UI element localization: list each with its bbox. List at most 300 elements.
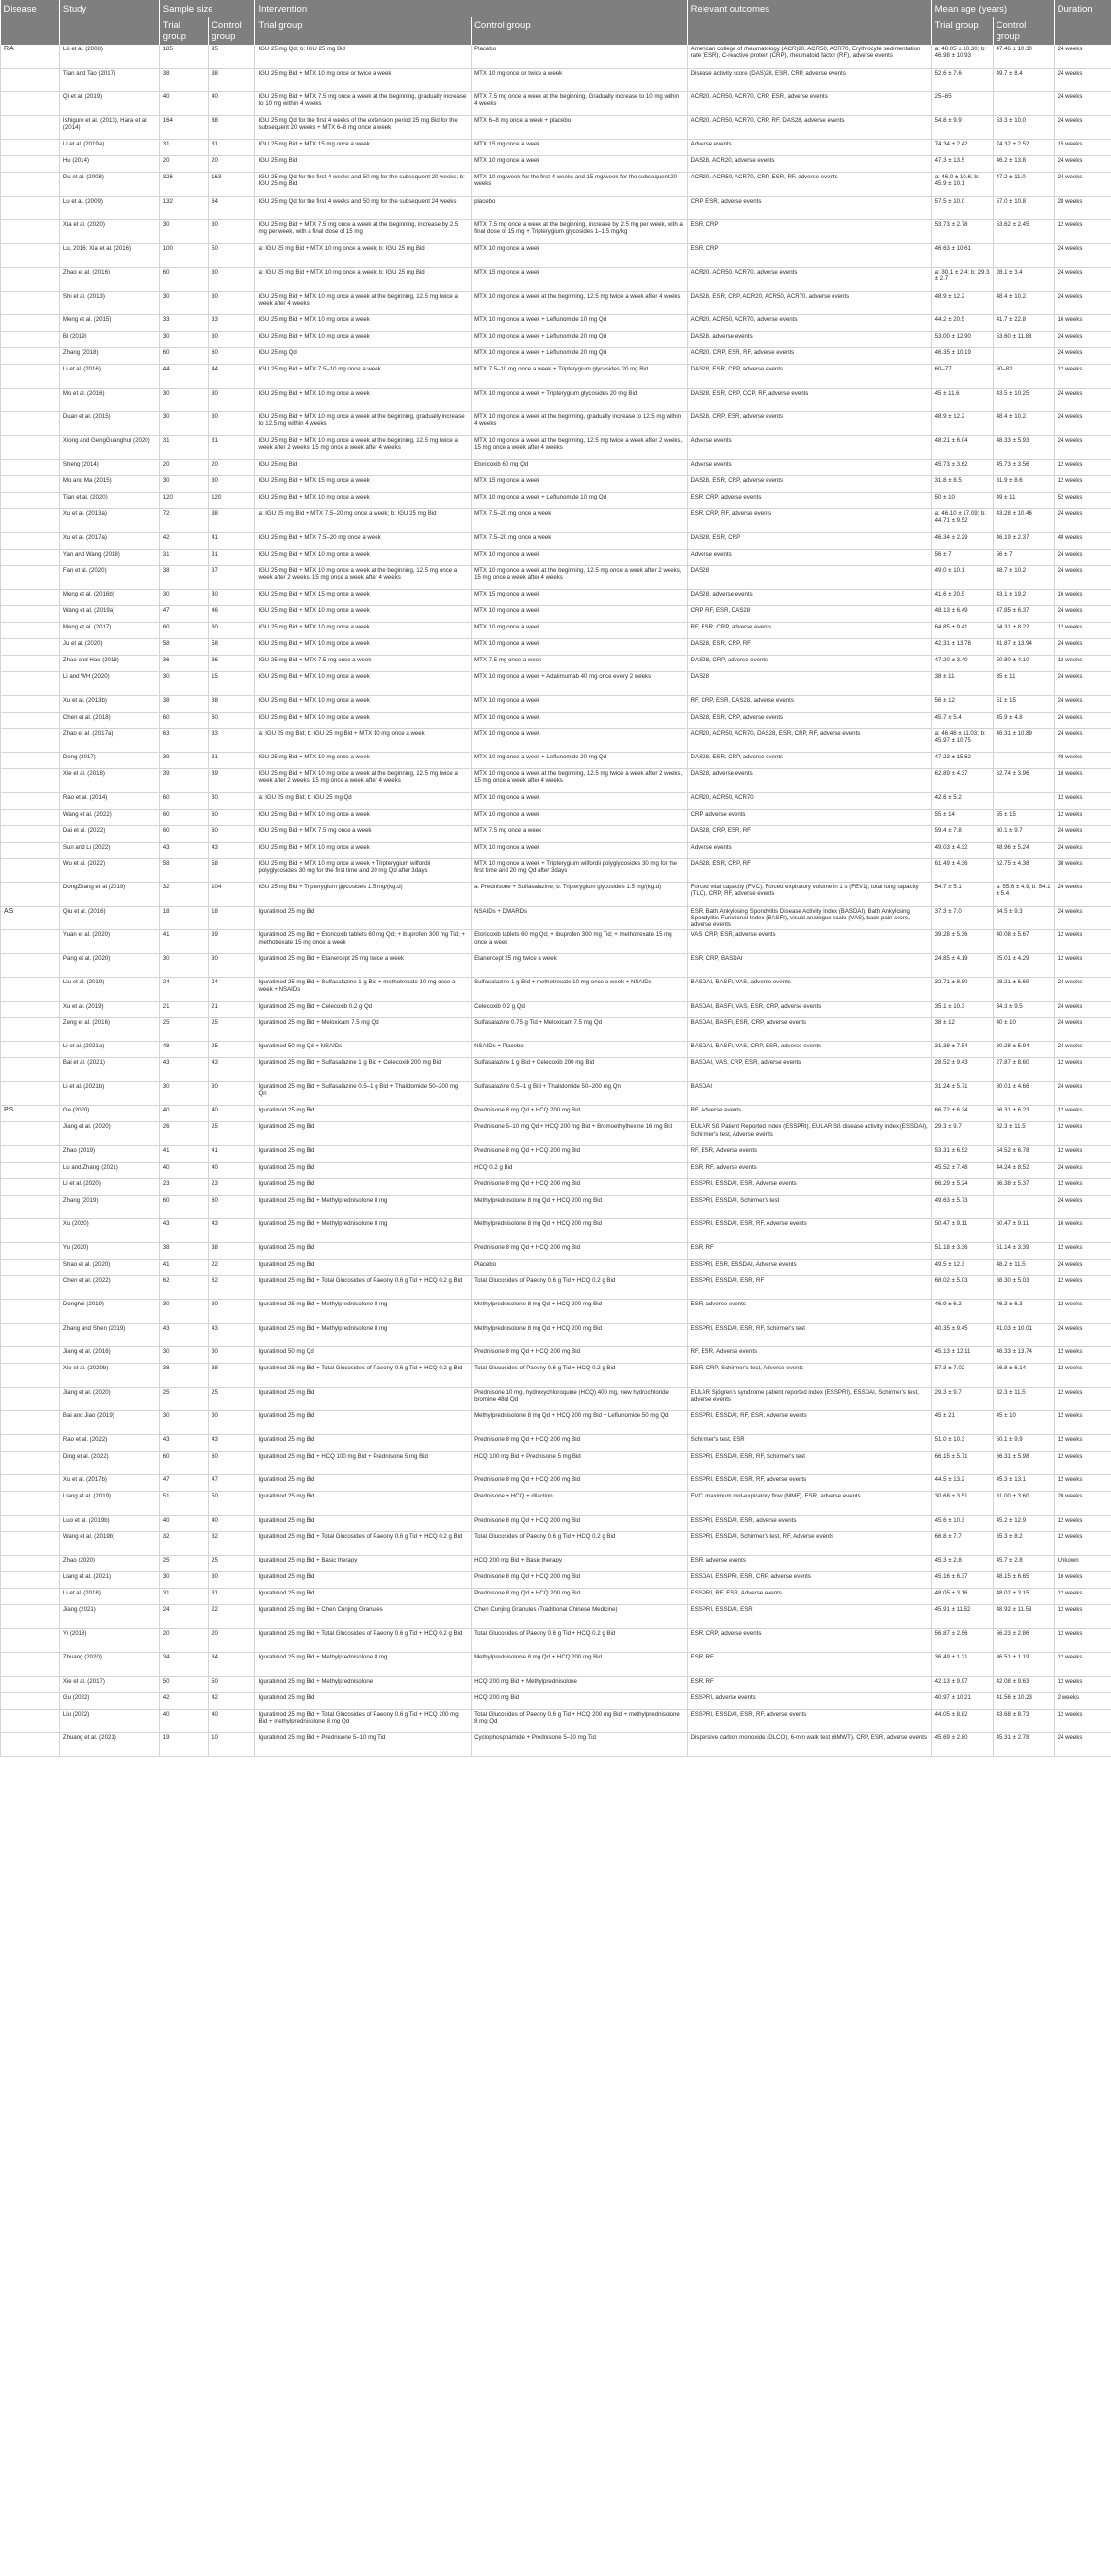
cell-study: Xu et al. (2019): [59, 1001, 159, 1017]
cell-outcomes: ESSPRI, ESSDAI, ESR, RF, Schirmer's test: [687, 1323, 931, 1347]
cell-sample-control: 104: [209, 883, 255, 907]
cell-intervention-trial: Iguratimod 25 mg Bid + Methylprednisolone 8 mg: [255, 1300, 472, 1324]
cell-age-trial: 45 ± 11.6: [931, 388, 993, 412]
cell-age-control: 54.52 ± 6.78: [993, 1145, 1054, 1162]
cell-disease: [1, 1259, 60, 1275]
cell-age-control: 30.01 ± 4.66: [993, 1081, 1054, 1106]
cell-outcomes: RF, ESR, Adverse events: [687, 1347, 931, 1364]
cell-outcomes: Schirmer's test, ESR: [687, 1434, 931, 1451]
cell-intervention-control: Prednisone 8 mg Qd + HCQ 200 mg Bid: [472, 1475, 688, 1492]
cell-sample-control: 31: [209, 549, 255, 565]
cell-outcomes: ESSPRI, ESSDAI, ESR, RF: [687, 1275, 931, 1300]
cell-intervention-trial: Iguratimod 25 mg Bid: [255, 1106, 472, 1122]
cell-intervention-control: Total Glucosides of Paeony 0.6 g Tid + HCQ 0.2 g Bid: [472, 1364, 688, 1388]
cell-intervention-trial: Iguratimod 25 mg Bid + Total Glucosides of Paeony 0.6 g Tid + HCQ 0.2 g Bid: [255, 1275, 472, 1300]
cell-intervention-control: Total Glucosides of Paeony 0.6 g Tid + HCQ 0.2 g Bid: [472, 1628, 688, 1653]
cell-intervention-trial: Iguratimod 25 mg Bid: [255, 1411, 472, 1435]
cell-duration: 12 weeks: [1054, 1106, 1111, 1122]
cell-age-trial: 45.69 ± 2.80: [931, 1733, 993, 1757]
cell-outcomes: ESR, CRP: [687, 243, 931, 268]
cell-outcomes: ESSPRI, ESSDAI, ESR, RF, Schirmer's test: [687, 1451, 931, 1475]
cell-sample-trial: 60: [159, 712, 208, 728]
cell-study: Ge (2020): [59, 1106, 159, 1122]
cell-intervention-trial: IGU 25 mg Qd; b: IGU 25 mg Bid: [255, 45, 472, 68]
cell-intervention-trial: IGU 25 mg Bid + MTX 10 mg once a week: [255, 842, 472, 858]
cell-study: Jiang et al. (2020): [59, 1387, 159, 1411]
cell-outcomes: BASDAI: [687, 1081, 931, 1106]
table-row: [1, 825, 1111, 842]
cell-study: Pang et al. (2020): [59, 953, 159, 978]
table-row: [1, 792, 1111, 809]
cell-study: Li et al. (2018): [59, 1589, 159, 1605]
cell-age-trial: 45.73 ± 3.62: [931, 460, 993, 476]
cell-intervention-control: MTX 10 mg once a week: [472, 695, 688, 712]
table-row: [1, 930, 1111, 954]
table-row: [1, 412, 1111, 436]
cell-intervention-trial: Iguratimod 25 mg Bid + Total Glucosides of Paeony 0.6 g Tid + HCQ 0.2 g Bid: [255, 1628, 472, 1653]
cell-age-control: 32.3 ± 11.5: [993, 1122, 1054, 1146]
cell-intervention-control: Placebo: [472, 45, 688, 68]
cell-disease: [1, 1492, 60, 1516]
cell-study: Lü et al. (2008): [59, 45, 159, 68]
table-row: [1, 1300, 1111, 1324]
cell-sample-trial: 32: [159, 1531, 208, 1556]
cell-study: Zhang (2019): [59, 1195, 159, 1219]
cell-intervention-control: NSAIDs + DMARDs: [472, 906, 688, 930]
cell-sample-trial: 51: [159, 1492, 208, 1516]
table-row: [1, 1492, 1111, 1516]
cell-intervention-trial: IGU 25 mg Bid + MTX 10 mg once a week: [255, 809, 472, 825]
cell-intervention-trial: IGU 25 mg Bid + MTX 10 mg once a week: [255, 493, 472, 509]
cell-age-control: [993, 348, 1054, 365]
cell-sample-control: 40: [209, 1106, 255, 1122]
cell-duration: 12 weeks: [1054, 1178, 1111, 1195]
cell-intervention-control: Total Glucosides of Paeony 0.6 g Tid + HCQ 0.2 g Bid: [472, 1275, 688, 1300]
cell-age-control: 46.2 ± 13.8: [993, 156, 1054, 173]
cell-age-trial: 51.18 ± 3.36: [931, 1242, 993, 1259]
cell-duration: 12 weeks: [1054, 792, 1111, 809]
cell-duration: 24 weeks: [1054, 565, 1111, 590]
cell-age-control: 53.3 ± 10.0: [993, 115, 1054, 140]
cell-outcomes: DAS28, ESR, CRP, adverse events: [687, 712, 931, 728]
cell-age-control: 56 ± 7: [993, 549, 1054, 565]
cell-age-control: 42.08 ± 9.63: [993, 1676, 1054, 1692]
cell-outcomes: ESSDAI, ESSPRI, ESR, CRP, adverse events: [687, 1572, 931, 1589]
cell-duration: 24 weeks: [1054, 1259, 1111, 1275]
cell-intervention-control: Prednisone 8 mg Qd + HCQ 200 mg Bid: [472, 1145, 688, 1162]
cell-duration: 48 weeks: [1054, 532, 1111, 549]
cell-intervention-trial: Iguratimod 25 mg Bid + Chen Cunjing Granules: [255, 1605, 472, 1629]
cell-intervention-control: MTX 15 mg once a week: [472, 140, 688, 156]
cell-age-trial: a: 48.05 ± 10.30; b: 46.98 ± 10.93: [931, 45, 993, 68]
cell-sample-trial: 43: [159, 1058, 208, 1082]
cell-study: Jiang et al. (2016): [59, 1347, 159, 1364]
cell-disease: [1, 1733, 60, 1757]
cell-disease: [1, 1081, 60, 1106]
cell-sample-trial: 30: [159, 332, 208, 348]
cell-age-trial: 48.9 ± 12.2: [931, 412, 993, 436]
cell-sample-control: 60: [209, 712, 255, 728]
cell-intervention-trial: IGU 25 mg Bid: [255, 460, 472, 476]
cell-intervention-trial: IGU 25 mg Bid + MTX 15 mg once a week: [255, 140, 472, 156]
cell-sample-control: 20: [209, 460, 255, 476]
cell-sample-trial: 25: [159, 1387, 208, 1411]
cell-intervention-trial: Iguratimod 25 mg Bid + Methylprednisolone 8 mg: [255, 1219, 472, 1243]
cell-intervention-trial: IGU 25 mg Bid + MTX 10 mg once a week at the beginning, 12.5 mg twice a week after 2 weeks, 15 mg once a week after 4 weeks: [255, 435, 472, 460]
cell-age-control: 66.38 ± 5.37: [993, 1178, 1054, 1195]
cell-duration: 24 weeks: [1054, 549, 1111, 565]
cell-age-control: 40 ± 10: [993, 1017, 1054, 1042]
cell-duration: 24 weeks: [1054, 1733, 1111, 1757]
table-row: [1, 656, 1111, 672]
cell-age-control: 48.02 ± 3.15: [993, 1589, 1054, 1605]
cell-sample-trial: 25: [159, 1017, 208, 1042]
cell-duration: 12 weeks: [1054, 220, 1111, 244]
cell-duration: 16 weeks: [1054, 769, 1111, 793]
cell-sample-trial: 38: [159, 565, 208, 590]
cell-intervention-trial: IGU 25 mg Bid + MTX 10 mg once a week: [255, 549, 472, 565]
cell-duration: 12 weeks: [1054, 460, 1111, 476]
cell-duration: 2 weeks: [1054, 1692, 1111, 1709]
header-intervention-trial: Trial group: [255, 17, 472, 45]
cell-age-trial: 37.3 ± 7.0: [931, 906, 993, 930]
cell-intervention-control: MTX 7.5 mg once a week at the beginning, increase by 2.5 mg per week, with a final dose of 15 mg + Tripterygium glycosides 1–1.5 mg/kg: [472, 220, 688, 244]
cell-intervention-control: HCQ 200 mg Bid + Methylprednisolone: [472, 1676, 688, 1692]
cell-age-control: 43.5 ± 10.25: [993, 388, 1054, 412]
cell-age-trial: 66.29 ± 5.24: [931, 1178, 993, 1195]
cell-age-control: 31.9 ± 8.6: [993, 476, 1054, 493]
cell-sample-trial: 30: [159, 476, 208, 493]
cell-age-control: 45.73 ± 3.56: [993, 460, 1054, 476]
cell-study: Zhao (2019): [59, 1145, 159, 1162]
cell-study: Zhao et al. (2017a): [59, 728, 159, 753]
cell-study: Sun and Li (2022): [59, 842, 159, 858]
cell-age-control: 57.0 ± 10.8: [993, 196, 1054, 220]
cell-duration: 24 weeks: [1054, 173, 1111, 197]
cell-intervention-trial: Iguratimod 25 mg Bid: [255, 1162, 472, 1178]
cell-sample-control: 25: [209, 1042, 255, 1058]
cell-intervention-control: Celecoxib 0.2 g Qd: [472, 1001, 688, 1017]
cell-intervention-trial: IGU 25 mg Bid + MTX 10 mg once a week at the beginning, 12.5 mg once a week after 2 weeks, 15 mg once a week after 4 weeks: [255, 565, 472, 590]
cell-disease: [1, 842, 60, 858]
cell-age-control: 64.31 ± 8.22: [993, 623, 1054, 639]
cell-sample-control: 60: [209, 348, 255, 365]
cell-intervention-trial: IGU 25 mg Bid + MTX 10 mg once a week: [255, 332, 472, 348]
cell-intervention-trial: IGU 25 mg Bid + MTX 10 mg once a week: [255, 672, 472, 696]
cell-duration: 24 weeks: [1054, 672, 1111, 696]
table-row: [1, 1122, 1111, 1146]
cell-intervention-control: MTX 7.5–20 mg once a week: [472, 509, 688, 533]
cell-outcomes: BASDAI, BASFI, VAS, CRP, ESR, adverse events: [687, 1042, 931, 1058]
cell-intervention-control: MTX 10 mg once a week at the beginning, 12.5 mg twice a week after 4 weeks: [472, 291, 688, 315]
cell-outcomes: ESR, CRP, RF, adverse events: [687, 509, 931, 533]
cell-study: Tian et al. (2020): [59, 493, 159, 509]
cell-intervention-control: Sulfasalazine 1 g Bid + methotrexate 10 mg once a week + NSAIDs: [472, 978, 688, 1002]
cell-sample-trial: 36: [159, 656, 208, 672]
cell-disease: [1, 388, 60, 412]
table-row: [1, 639, 1111, 656]
cell-intervention-control: placebo: [472, 196, 688, 220]
cell-outcomes: Dispersive carbon monoxide (DLCO), 6-min walk test (6MWT), CRP, ESR, adverse events: [687, 1733, 931, 1757]
cell-age-trial: 46.9 ± 6.2: [931, 1300, 993, 1324]
cell-duration: 12 weeks: [1054, 1709, 1111, 1733]
cell-intervention-trial: Iguratimod 25 mg Bid + Celecoxib 0.2 g Qd: [255, 1001, 472, 1017]
cell-disease: [1, 1162, 60, 1178]
cell-sample-trial: 31: [159, 435, 208, 460]
cell-intervention-trial: Iguratimod 50 mg Qd: [255, 1347, 472, 1364]
cell-age-trial: 29.3 ± 9.7: [931, 1387, 993, 1411]
cell-age-trial: 56 ± 7: [931, 549, 993, 565]
cell-age-control: 49.7 ± 8.4: [993, 68, 1054, 92]
cell-study: Meng et al. (2015): [59, 315, 159, 332]
cell-sample-trial: 24: [159, 1605, 208, 1629]
cell-sample-trial: 58: [159, 858, 208, 883]
cell-sample-trial: 60: [159, 809, 208, 825]
cell-sample-trial: 43: [159, 1219, 208, 1243]
cell-disease: [1, 1300, 60, 1324]
cell-intervention-control: MTX 10 mg once a week at the beginning, 12.5 mg twice a week after 2 weeks, 15 mg once a week after 4 weeks: [472, 435, 688, 460]
cell-intervention-control: Methylprednisolone 8 mg Qd + HCQ 200 mg Bid + Leflunomide 50 mg Qd: [472, 1411, 688, 1435]
cell-sample-control: 50: [209, 243, 255, 268]
cell-disease: [1, 753, 60, 769]
cell-duration: 12 weeks: [1054, 1387, 1111, 1411]
table-row: [1, 978, 1111, 1002]
cell-sample-trial: 26: [159, 1122, 208, 1146]
cell-study: Deng (2017): [59, 753, 159, 769]
cell-age-trial: 28.52 ± 9.43: [931, 1058, 993, 1082]
cell-sample-control: 42: [209, 1692, 255, 1709]
cell-intervention-trial: IGU 25 mg Bid + MTX 7.5 mg once a week: [255, 825, 472, 842]
cell-age-trial: 47.3 ± 13.5: [931, 156, 993, 173]
cell-duration: 12 weeks: [1054, 1475, 1111, 1492]
cell-outcomes: DAS28, CRP, ESR, adverse events: [687, 412, 931, 436]
table-row: [1, 1572, 1111, 1589]
cell-age-control: 48.92 ± 11.53: [993, 1605, 1054, 1629]
header-disease: Disease: [1, 0, 60, 45]
cell-intervention-control: MTX 7.5 mg once a week: [472, 656, 688, 672]
cell-sample-trial: 18: [159, 906, 208, 930]
cell-intervention-trial: IGU 25 mg Bid + MTX 10 mg once a week at the beginning, 12.5 mg twice a week after 4 weeks: [255, 291, 472, 315]
cell-sample-trial: 60: [159, 1451, 208, 1475]
cell-duration: 24 weeks: [1054, 695, 1111, 712]
cell-age-trial: 53.73 ± 2.78: [931, 220, 993, 244]
cell-outcomes: ESR, CRP, adverse events: [687, 1628, 931, 1653]
cell-age-control: 46.19 ± 2.37: [993, 532, 1054, 549]
cell-outcomes: ACR20, ACR50, ACR70, CRP, ESR, RF, adverse events: [687, 173, 931, 197]
table-row: [1, 1162, 1111, 1178]
cell-duration: 12 weeks: [1054, 1434, 1111, 1451]
table-row: [1, 842, 1111, 858]
cell-disease: [1, 1434, 60, 1451]
cell-duration: 12 weeks: [1054, 476, 1111, 493]
cell-sample-trial: 30: [159, 672, 208, 696]
cell-sample-control: 18: [209, 906, 255, 930]
cell-study: Xu et al. (2013a): [59, 509, 159, 533]
cell-outcomes: ESR, RF: [687, 1242, 931, 1259]
cell-age-trial: 49.03 ± 4.32: [931, 842, 993, 858]
cell-sample-trial: 31: [159, 1589, 208, 1605]
cell-disease: [1, 809, 60, 825]
cell-outcomes: Adverse events: [687, 549, 931, 565]
cell-intervention-trial: IGU 25 mg Bid + MTX 10 mg once or twice a week: [255, 68, 472, 92]
cell-outcomes: DAS28, adverse events: [687, 769, 931, 793]
cell-intervention-control: Prednisone 8 mg Qd + HCQ 200 mg Bid: [472, 1347, 688, 1364]
cell-intervention-trial: IGU 25 mg Bid + MTX 10 mg once a week: [255, 695, 472, 712]
cell-duration: 12 weeks: [1054, 1300, 1111, 1324]
cell-sample-control: 60: [209, 623, 255, 639]
cell-sample-trial: 20: [159, 460, 208, 476]
cell-age-trial: 30.68 ± 3.51: [931, 1492, 993, 1516]
cell-age-trial: 49.63 ± 5.73: [931, 1195, 993, 1219]
cell-age-trial: 42.13 ± 9.97: [931, 1676, 993, 1692]
cell-intervention-control: Sulfasalazine 0.75 g Tid + Meloxicam 7.5 mg Qd: [472, 1017, 688, 1042]
cell-age-control: 46.3 ± 6.3: [993, 1300, 1054, 1324]
cell-age-trial: 38 ± 11: [931, 672, 993, 696]
cell-study: Tian and Tao (2017): [59, 68, 159, 92]
cell-intervention-trial: IGU 25 mg Bid + Tripterygium glycosides 1.5 mg/(kg.d): [255, 883, 472, 907]
cell-intervention-control: NSAIDs + Placebo: [472, 1042, 688, 1058]
cell-duration: 24 weeks: [1054, 978, 1111, 1002]
cell-sample-trial: 30: [159, 412, 208, 436]
cell-sample-control: 43: [209, 1058, 255, 1082]
cell-age-control: 45.31 ± 2.78: [993, 1733, 1054, 1757]
cell-sample-trial: 60: [159, 623, 208, 639]
table-row: [1, 196, 1111, 220]
table-row: [1, 1106, 1111, 1122]
cell-sample-control: 36: [209, 656, 255, 672]
table-row: [1, 1605, 1111, 1629]
cell-age-trial: a: 46.46 ± 11.03; b: 45.97 ± 10.75: [931, 728, 993, 753]
cell-sample-trial: 21: [159, 1001, 208, 1017]
cell-age-control: 48.15 ± 6.65: [993, 1572, 1054, 1589]
table-row: [1, 173, 1111, 197]
cell-age-control: 41.03 ± 10.01: [993, 1323, 1054, 1347]
cell-sample-control: 88: [209, 115, 255, 140]
cell-outcomes: DAS28: [687, 565, 931, 590]
table-row: [1, 1733, 1111, 1757]
table-row: [1, 809, 1111, 825]
cell-duration: 24 weeks: [1054, 509, 1111, 533]
cell-disease: [1, 1219, 60, 1243]
cell-outcomes: DAS28: [687, 672, 931, 696]
table-row: [1, 712, 1111, 728]
cell-sample-control: 43: [209, 1219, 255, 1243]
cell-intervention-control: Prednisone 8 mg Qd + HCQ 200 mg Bid: [472, 1178, 688, 1195]
cell-intervention-control: HCQ 0.2 g Bid: [472, 1162, 688, 1178]
cell-intervention-trial: Iguratimod 25 mg Bid: [255, 1515, 472, 1531]
cell-sample-control: 50: [209, 1492, 255, 1516]
cell-age-trial: 62.89 ± 4.37: [931, 769, 993, 793]
cell-sample-trial: 31: [159, 140, 208, 156]
cell-duration: 12 weeks: [1054, 1451, 1111, 1475]
cell-study: Li et al. (2016): [59, 365, 159, 389]
cell-outcomes: ESSPRI, ESSDAI, RF, ESR, Adverse events: [687, 1411, 931, 1435]
cell-duration: 24 weeks: [1054, 1081, 1111, 1106]
cell-disease: [1, 930, 60, 954]
cell-age-control: 31.00 ± 3.60: [993, 1492, 1054, 1516]
cell-study: Sheng (2014): [59, 460, 159, 476]
cell-duration: 16 weeks: [1054, 1219, 1111, 1243]
cell-outcomes: BASDAI, BASFI, VAS, adverse events: [687, 978, 931, 1002]
cell-disease: [1, 1323, 60, 1347]
cell-duration: 38 weeks: [1054, 858, 1111, 883]
table-row: [1, 268, 1111, 292]
cell-sample-control: 40: [209, 1162, 255, 1178]
cell-study: Xu et al. (2017b): [59, 1475, 159, 1492]
cell-sample-control: 15: [209, 672, 255, 696]
header-study: Study: [59, 0, 159, 45]
cell-outcomes: DAS28, ESR, CRP, RF: [687, 639, 931, 656]
cell-sample-trial: 185: [159, 45, 208, 68]
cell-duration: 24 weeks: [1054, 1195, 1111, 1219]
cell-age-control: 46.31 ± 10.89: [993, 728, 1054, 753]
table-row: [1, 1692, 1111, 1709]
header-outcomes: Relevant outcomes: [687, 0, 931, 45]
cell-age-trial: 64.85 ± 9.41: [931, 623, 993, 639]
cell-disease: [1, 1692, 60, 1709]
table-row: [1, 220, 1111, 244]
cell-intervention-control: MTX 15 mg once a week: [472, 590, 688, 606]
cell-sample-trial: 34: [159, 1653, 208, 1677]
cell-duration: 24 weeks: [1054, 906, 1111, 930]
cell-duration: 24 weeks: [1054, 1001, 1111, 1017]
cell-sample-trial: 30: [159, 291, 208, 315]
cell-duration: 12 weeks: [1054, 623, 1111, 639]
cell-age-trial: 29.3 ± 9.7: [931, 1122, 993, 1146]
cell-age-trial: 40.35 ± 9.45: [931, 1323, 993, 1347]
cell-age-trial: 45.7 ± 5.4: [931, 712, 993, 728]
cell-outcomes: ESR, CRP: [687, 220, 931, 244]
cell-intervention-trial: Iguratimod 25 mg Bid + HCQ 100 mg Bid + Prednisone 5 mg Bid: [255, 1451, 472, 1475]
table-row: [1, 532, 1111, 549]
cell-outcomes: DAS28, ESR, CRP, adverse events: [687, 476, 931, 493]
table-row: [1, 1242, 1111, 1259]
cell-study: Rao et al. (2014): [59, 792, 159, 809]
cell-age-control: 60.1 ± 9.7: [993, 825, 1054, 842]
cell-study: Luo et al. (2019b): [59, 1515, 159, 1531]
cell-outcomes: ACR20, ACR50, ACR70, DAS28, ESR, CRP, RF, adverse events: [687, 728, 931, 753]
cell-outcomes: ESSPRI, ESSDAI, ESR, RF, Adverse events: [687, 1219, 931, 1243]
table-row: [1, 243, 1111, 268]
cell-age-trial: a: 46.0 ± 10.6; b: 45.9 ± 10.1: [931, 173, 993, 197]
cell-sample-trial: 19: [159, 1733, 208, 1757]
cell-disease: [1, 1475, 60, 1492]
cell-outcomes: ACR20, ACR50, ACR70: [687, 792, 931, 809]
cell-sample-trial: 20: [159, 1628, 208, 1653]
cell-age-trial: 47.23 ± 15.62: [931, 753, 993, 769]
cell-sample-control: 46: [209, 606, 255, 623]
cell-age-control: 43.68 ± 8.73: [993, 1709, 1054, 1733]
cell-study: Dai et al. (2022): [59, 825, 159, 842]
cell-duration: 12 weeks: [1054, 1515, 1111, 1531]
cell-intervention-trial: IGU 25 mg Bid + MTX 10 mg once a week: [255, 639, 472, 656]
cell-duration: 12 weeks: [1054, 930, 1111, 954]
cell-outcomes: ESSPRI, ESSDAI, ESR, Adverse events: [687, 1178, 931, 1195]
cell-sample-trial: 60: [159, 268, 208, 292]
cell-age-trial: 66.15 ± 5.71: [931, 1451, 993, 1475]
cell-intervention-control: Prednisone 8 mg Qd + HCQ 200 mg Bid: [472, 1434, 688, 1451]
cell-sample-trial: 62: [159, 1275, 208, 1300]
cell-intervention-trial: IGU 25 mg Qd for the first 4 weeks of the extension period 25 mg Bid for the subsequent 20 weeks + MTX 6–8 mg once a week: [255, 115, 472, 140]
cell-age-control: 68.30 ± 5.03: [993, 1275, 1054, 1300]
cell-study: Chen et al. (2022): [59, 1275, 159, 1300]
header-duration: Duration: [1054, 0, 1111, 45]
cell-intervention-control: MTX 10 mg once or twice a week: [472, 68, 688, 92]
cell-intervention-trial: Iguratimod 25 mg Bid + Prednisone 5–10 mg Tid: [255, 1733, 472, 1757]
cell-outcomes: VAS, CRP, ESR, adverse events: [687, 930, 931, 954]
cell-disease: [1, 1411, 60, 1435]
cell-sample-trial: 42: [159, 532, 208, 549]
